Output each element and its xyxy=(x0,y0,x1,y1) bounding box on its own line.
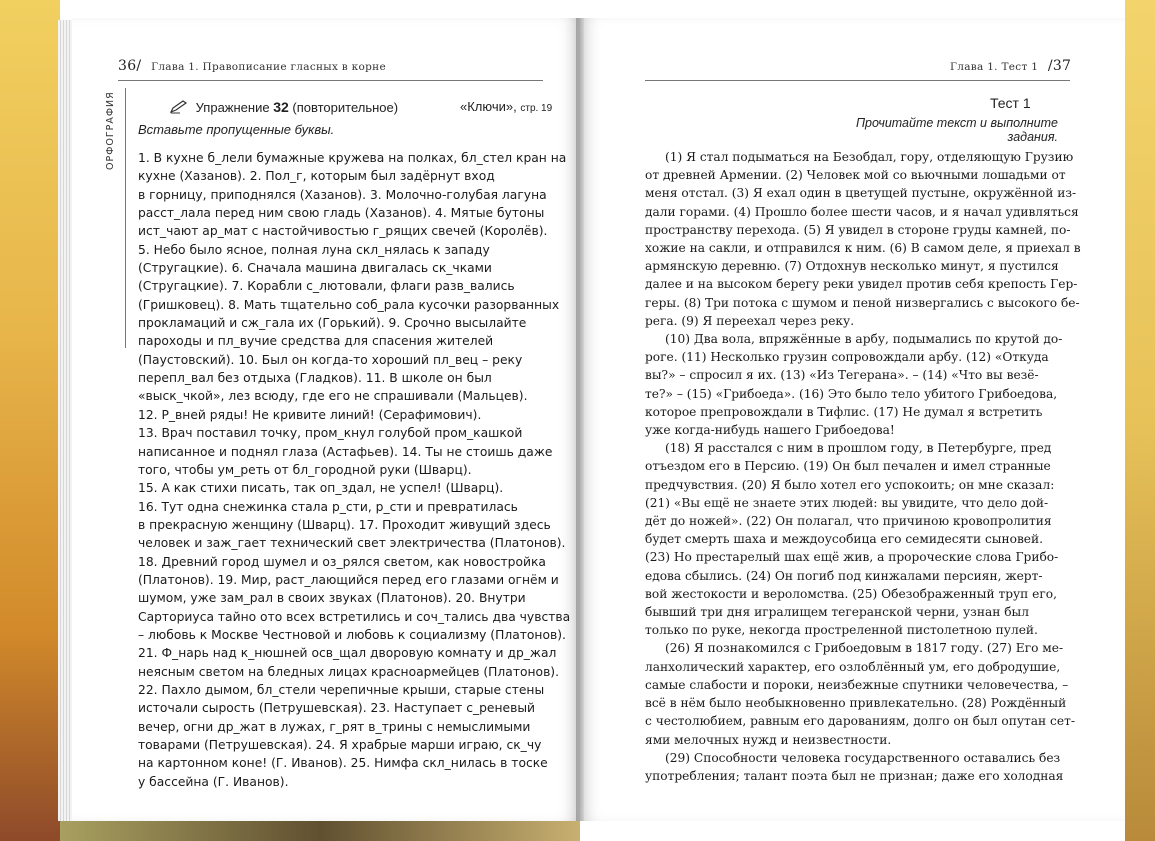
text-line: хожие на сакли, и отправился к ним. (6) В самом деле, я приехал в xyxy=(645,241,1081,256)
text-line: с честолюбием, равным его дарованиям, долго он был опутан сет- xyxy=(645,714,1075,729)
book-gutter xyxy=(576,18,584,821)
text-line: ями мелочных нужд и неизвестности. xyxy=(645,732,892,747)
text-line: (Гришковец). 8. Мать тщательно соб_рала кусочки разорванных xyxy=(138,297,560,312)
text-line: роге. (11) Несколько грузин сопровождали арбу. (12) «Откуда xyxy=(645,350,1049,365)
text-line: (Стругацкие). 6. Сначала машина двигалась ск_чками xyxy=(138,261,492,276)
text-line: 1. В кухне б_лели бумажные кружева на полках, бл_стел кран на xyxy=(138,151,567,165)
text-line: бывший три дня игралищем тегеранской черни, узнан был xyxy=(645,605,1029,620)
test-instruction: Прочитайте текст и выполните задания. xyxy=(855,116,1058,144)
text-line: (10) Два вола, впряжённые в арбу, подымались по крутой до- xyxy=(665,332,1063,347)
exercise-note: (повторительное) xyxy=(292,100,399,115)
text-line: ист_чают ар_мат с настойчивостью г_рящих свечей (Королёв). xyxy=(138,224,548,239)
text-line: рега. (9) Я переехал через реку. xyxy=(645,313,855,328)
text-line: кухне (Хазанов). 2. Пол_г, которым был задёрнут вход xyxy=(138,169,495,184)
pencil-icon xyxy=(170,100,188,114)
right-page-number: /37 xyxy=(1047,58,1072,74)
text-line: самые слабости и пороки, неизбежные спутники человечества, – xyxy=(645,677,1069,692)
text-line: того, чтобы ум_реть от бл_городной руки (Шварц). xyxy=(138,462,472,477)
text-line: в прекрасную женщину (Шварц). 17. Проходит живущий здесь xyxy=(138,517,551,532)
text-line: прокламаций и сж_гала их (Горький). 9. Срочно высылайте xyxy=(138,316,527,331)
text-line: (1) Я стал подыматься на Безобдал, гору, отделяющую Грузию xyxy=(665,150,1074,164)
text-line: употребления; талант поэта был не признан; даже его холодная xyxy=(645,768,1064,783)
text-line: товарами (Петрушевская). 24. Я храбрые марши играю, ск_чу xyxy=(138,738,542,752)
text-line: (Платонов). 19. Мир, раст_лающийся перед его глазами огнём и xyxy=(138,572,559,587)
text-line: будет смерть шаха и междоусобица его семидесяти сыновей. xyxy=(645,532,1044,547)
text-line: 18. Древний город шумел и оз_рялся светом, как новостройка xyxy=(138,554,546,569)
left-page-number: 36/ xyxy=(118,58,142,74)
text-line: написанное и поднял глаза (Астафьев). 14. Ты не стоишь даже xyxy=(138,444,553,459)
text-line: вы?» – спросил я их. (13) «Из Тегерана». – (14) «Что вы везё- xyxy=(645,368,1039,383)
exercise-number: 32 xyxy=(273,99,289,115)
test-text xyxy=(645,148,1081,785)
right-header-rule xyxy=(645,80,1070,81)
text-line: 16. Тут одна снежинка стала р_сти, р_сти и превратилась xyxy=(138,499,518,514)
text-line: шумом, уже зам_рал в своих звуках (Платонов). 20. Внутри xyxy=(138,591,526,606)
text-line: (21) «Вы ещё не знаете этих людей: вы увидите, что дело дой- xyxy=(645,495,1049,510)
answer-keys-reference xyxy=(460,99,552,114)
text-line: перепл_вал без отдыха (Гладков). 11. В школе он был xyxy=(138,371,492,386)
book-cover-edge-left xyxy=(0,0,60,841)
text-line: (29) Способности человека государственного оставались без xyxy=(665,750,1061,765)
text-line: которое препровождали в Тифлис. (17) Не думал я встретить xyxy=(645,404,1043,419)
text-line: 15. А как стихи писать, так оп_здал, не успел! (Шварц). xyxy=(138,481,504,496)
test-title: Тест 1 xyxy=(990,95,1031,111)
text-line: от древней Армении. (2) Человек мой со вьючными лошадьми от xyxy=(645,168,1066,183)
text-line: неясным светом на бледных лицах красноармейцев (Платонов). xyxy=(138,664,560,679)
text-line: (Стругацкие). 7. Корабли с_лютовали, флаги разв_вались xyxy=(138,279,515,294)
left-margin-rule xyxy=(125,88,126,348)
section-side-label: ОРФОГРАФИЯ xyxy=(105,91,116,170)
text-line: далее и на высоком берегу реки увидел против себя крепость Гер- xyxy=(645,277,1078,292)
text-line: пароходы и пл_вучие средства для спасения жителей xyxy=(138,334,494,349)
text-line: геры. (8) Три потока с шумом и пеной низвергались с высокого бе- xyxy=(645,295,1080,310)
text-line: только по руке, некогда простреленной пистолетною пулей. xyxy=(645,623,1038,638)
text-line: ланхолический характер, его озлоблённый ум, его добродушие, xyxy=(645,659,1061,674)
book-cover-edge-right xyxy=(1125,0,1155,841)
text-line: вечер, огни др_жат в лужах, г_рят в_трины с немыслимыми xyxy=(138,719,531,734)
right-chapter-title: Глава 1. Тест 1 xyxy=(950,61,1039,73)
text-line: отъездом его в Персию. (19) Он был печален и имел странные xyxy=(645,459,1051,474)
text-line: источали сырость (Петрушевская). 23. Наступает с_реневый xyxy=(138,701,536,716)
text-line: «выск_чкой», лез всюду, где его не спрашивали (Мальцев). xyxy=(138,389,528,404)
text-line: человек и заж_гает технический свет электричества (Платонов). xyxy=(138,536,566,551)
keys-label: «Ключи», xyxy=(460,99,517,114)
text-line: дали горами. (4) Прошло более шести часов, и я начал удивляться xyxy=(645,204,1079,219)
text-line: на картонном коне! (Г. Иванов). 25. Нимфа скл_нилась в тоске xyxy=(138,756,548,771)
text-line: вой жестокости и вероломства. (25) Обезображенный труп его, xyxy=(645,586,1057,601)
text-line: армянскую деревню. (7) Отдохнув несколько минут, я пустился xyxy=(645,259,1059,274)
text-line: предчувствия. (20) Я было хотел его успокоить; он мне сказал: xyxy=(645,477,1055,492)
right-running-head xyxy=(950,58,1071,74)
text-line: 12. Р_вней ряды! Не кривите линий! (Серафимович). xyxy=(138,407,482,422)
exercise-label: Упражнение xyxy=(195,100,270,115)
text-line: (23) Но престарелый шах ещё жив, а пророческие слова Грибо- xyxy=(645,550,1059,565)
exercise-text xyxy=(138,149,571,791)
text-line: – любовь к Москве Честновой и любовь к социализму (Платонов). xyxy=(138,627,566,642)
text-line: в горницу, приподнялся (Хазанов). 3. Молочно-голубая лагуна xyxy=(138,187,547,202)
text-line: 21. Ф_нарь над к_нюшней осв_щал дворовую комнату и др_жал xyxy=(138,646,557,661)
text-line: 13. Врач поставил точку, пром_кнул голубой пром_кашкой xyxy=(138,426,523,441)
left-chapter-title: Глава 1. Правописание гласных в корне xyxy=(151,61,386,73)
text-line: пространству перехода. (5) Я увидел в стороне груды камней, по- xyxy=(645,222,1071,237)
text-line: едова сбылись. (24) Он погиб под кинжалами персиян, жерт- xyxy=(645,568,1043,583)
text-line: 5. Небо было ясное, полная луна скл_нялась к западу xyxy=(138,242,490,257)
keys-page: стр. 19 xyxy=(520,103,553,114)
text-line: (Паустовский). 10. Был он когда-то хороший пл_вец – реку xyxy=(138,352,523,367)
text-line: расст_лала перед ним свою гладь (Хазанов). 4. Мятые бутоны xyxy=(138,206,545,221)
text-line: меня отстал. (3) Я ехал один в цветущей пустыне, окружённой из- xyxy=(645,186,1077,201)
text-line: 22. Пахло дымом, бл_стели черепичные крыши, старые стены xyxy=(138,682,545,697)
text-line: дёт до ножей». (22) Он полагал, что причиною кровопролития xyxy=(645,514,1052,529)
exercise-instruction: Вставьте пропущенные буквы. xyxy=(138,122,335,137)
text-line: (26) Я познакомился с Грибоедовым в 1817 году. (27) Его ме- xyxy=(665,641,1064,656)
text-line: у бассейна (Г. Иванов). xyxy=(138,774,289,789)
text-line: те?» – (15) «Грибоеда». (16) Это было тело убитого Грибоедова, xyxy=(645,386,1058,401)
left-running-head xyxy=(118,58,386,74)
left-header-rule xyxy=(118,80,543,81)
text-line: Сарториуса тайно ото всех встретились и соч_тались два чувства xyxy=(138,609,571,624)
text-line: (18) Я расстался с ним в прошлом году, в Петербурге, пред xyxy=(665,441,1052,456)
text-line: уже когда-нибудь нашего Грибоедова! xyxy=(645,423,895,438)
text-line: всё в нём было необыкновенно привлекательно. (28) Рождённый xyxy=(645,696,1067,711)
